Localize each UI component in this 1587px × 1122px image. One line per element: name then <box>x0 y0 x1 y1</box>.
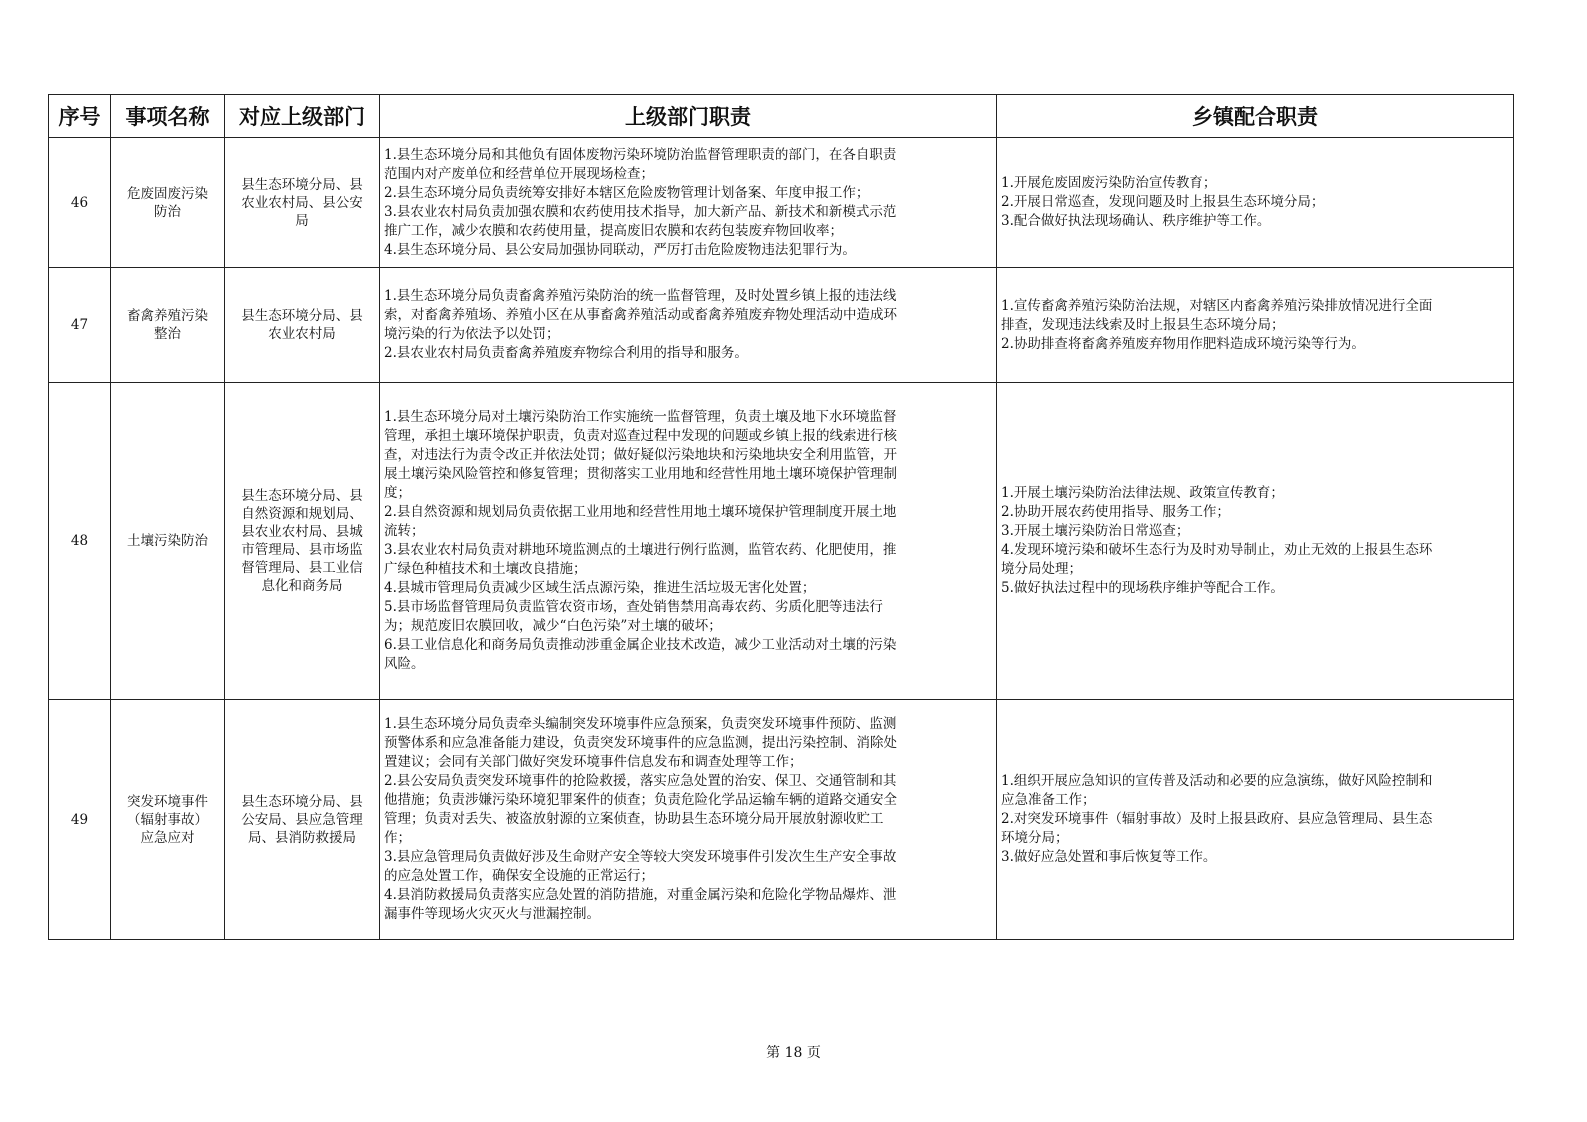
duty-line: 排查，发现违法线索及时上报县生态环境分局； <box>1001 316 1285 333</box>
header-no: 序号 <box>49 95 111 138</box>
dept-line: 县生态环境分局、县 <box>241 176 363 193</box>
duty-line: 3.开展土壤污染防治日常巡查； <box>1001 523 1190 539</box>
duty-line: 2.县农业农村局负责畜禽养殖废弃物综合利用的指导和服务。 <box>384 345 748 361</box>
duty-line: 的应急处置工作，确保安全设施的正常运行； <box>384 868 654 884</box>
duty-line: 度； <box>384 485 411 501</box>
dept-line: 息化和商务局 <box>261 578 343 594</box>
table-row <box>49 268 1514 383</box>
table-row <box>49 383 1514 700</box>
duty-line: 3.县应急管理局负责做好涉及生命财产安全等较大突发环境事件引发次生生产安全事故 <box>384 849 897 865</box>
duty-line: 范围内对产废单位和经营单位开展现场检查； <box>384 165 654 182</box>
duty-line: 1.组织开展应急知识的宣传普及活动和必要的应急演练，做好风险控制和 <box>1001 773 1433 789</box>
row-number: 47 <box>49 268 111 383</box>
duty-line: 流转； <box>384 523 425 539</box>
township-duty-cell <box>997 700 1514 940</box>
item-name-line: 应急应对 <box>140 829 195 846</box>
duty-line: 4.县生态环境分局、县公安局加强协同联动，严厉打击危险废物违法犯罪行为。 <box>384 241 856 258</box>
item-name-line: 突发环境事件 <box>127 793 208 810</box>
header-superior-duty: 上级部门职责 <box>380 95 997 138</box>
duty-line: 6.县工业信息化和商务局负责推动涉重金属企业技术改造，减少工业活动对土壤的污染 <box>384 637 897 653</box>
duty-table <box>48 94 1514 940</box>
duty-line: 推广工作，减少农膜和农药使用量，提高废旧农膜和农药包装废弃物回收率； <box>384 222 843 239</box>
item-name-line: 危废固废污染 <box>127 185 208 202</box>
duty-line: 2.县生态环境分局负责统筹安排好本辖区危险废物管理计划备案、年度申报工作； <box>384 184 870 201</box>
duty-line: 3.县农业农村局负责加强农膜和农药使用技术指导，加大新产品、新技术和新模式示范 <box>384 203 897 220</box>
duty-line: 境分局处理； <box>1001 561 1082 577</box>
duty-line: 4.发现环境污染和破坏生态行为及时劝导制止，劝止无效的上报县生态环 <box>1001 542 1433 558</box>
page-number: 第 18 页 <box>766 1045 821 1061</box>
item-name-cell <box>111 700 225 940</box>
duty-line: 应急准备工作； <box>1001 792 1096 808</box>
duty-line: 管理；负责对丢失、被盗放射源的立案侦查，协助县生态环境分局开展放射源收贮工 <box>384 811 884 827</box>
dept-line: 县农业农村局、县城 <box>241 524 363 540</box>
duty-line: 2.县公安局负责突发环境事件的抢险救援，落实应急处置的治安、保卫、交通管制和其 <box>384 773 897 789</box>
item-name-line: （辐射事故） <box>127 811 208 828</box>
header-township-duty: 乡镇配合职责 <box>997 95 1514 138</box>
header-superior-dept: 对应上级部门 <box>225 95 380 138</box>
header-item-name: 事项名称 <box>111 95 225 138</box>
dept-cell <box>225 138 380 268</box>
township-duty-cell <box>997 268 1514 383</box>
item-name-line: 防治 <box>154 203 181 220</box>
duty-line: 5.做好执法过程中的现场秩序维护等配合工作。 <box>1001 580 1284 596</box>
superior-duty-cell <box>380 700 997 940</box>
duty-line: 展土壤污染风险管控和修复管理；贯彻落实工业用地和经营性用地土壤环境保护管理制 <box>384 466 897 482</box>
duty-line: 预警体系和应急准备能力建设，负责突发环境事件的应急监测，提出污染控制、消除处 <box>384 735 897 751</box>
duty-line: 广绿色种植技术和土壤改良措施； <box>384 561 587 577</box>
duty-line: 1.宣传畜禽养殖污染防治法规，对辖区内畜禽养殖污染排放情况进行全面 <box>1001 297 1433 314</box>
duty-line: 4.县城市管理局负责减少区域生活点源污染，推进生活垃圾无害化处置； <box>384 580 816 596</box>
duty-line: 1.县生态环境分局和其他负有固体废物污染环境防治监督管理职责的部门，在各自职责 <box>384 146 897 163</box>
duty-line: 4.县消防救援局负责落实应急处置的消防措施，对重金属污染和危险化学物品爆炸、泄 <box>384 887 897 903</box>
item-name-cell <box>111 383 225 700</box>
dept-line: 县生态环境分局、县 <box>241 308 363 324</box>
dept-line: 农业农村局、县公安 <box>241 194 363 211</box>
dept-line: 农业农村局 <box>268 326 336 342</box>
duty-line: 1.开展土壤污染防治法律法规、政策宣传教育； <box>1001 485 1284 501</box>
superior-duty-cell <box>380 268 997 383</box>
duty-line: 置建议；会同有关部门做好突发环境事件信息发布和调查处理等工作； <box>384 754 803 770</box>
dept-line: 市管理局、县市场监 <box>241 542 363 558</box>
duty-line: 索，对畜禽养殖场、养殖小区在从事畜禽养殖活动或畜禽养殖废弃物处理活动中造成环 <box>384 307 897 323</box>
item-name-cell <box>111 138 225 268</box>
duty-line: 境污染的行为依法予以处罚； <box>384 326 560 342</box>
duty-line: 他措施；负责涉嫌污染环境犯罪案件的侦查；负责危险化学品运输车辆的道路交通安全 <box>384 792 897 808</box>
duty-line: 2.协助排查将畜禽养殖废弃物用作肥料造成环境污染等行为。 <box>1001 335 1365 352</box>
duty-line: 3.配合做好执法现场确认、秩序维护等工作。 <box>1001 213 1271 229</box>
duty-line: 管理，承担土壤环境保护职责，负责对巡查过程中发现的问题或乡镇上报的线索进行核 <box>384 428 897 444</box>
duty-line: 为；规范废旧农膜回收，减少“白色污染”对土壤的破坏； <box>384 618 722 634</box>
township-duty-cell <box>997 138 1514 268</box>
duty-line: 漏事件等现场火灾灭火与泄漏控制。 <box>384 906 600 922</box>
row-number: 49 <box>49 700 111 940</box>
row-number: 48 <box>49 383 111 700</box>
superior-duty-cell <box>380 383 997 700</box>
duty-line: 3.做好应急处置和事后恢复等工作。 <box>1001 849 1217 865</box>
duty-line: 1.县生态环境分局负责畜禽养殖污染防治的统一监督管理，及时处置乡镇上报的违法线 <box>384 288 897 304</box>
dept-line: 局 <box>295 212 309 229</box>
dept-line: 公安局、县应急管理 <box>241 811 363 828</box>
dept-line: 督管理局、县工业信 <box>241 560 363 576</box>
duty-line: 环境分局； <box>1001 830 1069 846</box>
duty-line: 2.协助开展农药使用指导、服务工作； <box>1001 504 1230 520</box>
item-name-line: 畜禽养殖污染 <box>127 308 208 324</box>
duty-line: 3.县农业农村局负责对耕地环境监测点的土壤进行例行监测，监管农药、化肥使用，推 <box>384 542 897 558</box>
table-row <box>49 138 1514 268</box>
duty-line: 作； <box>384 830 411 846</box>
item-name-line: 土壤污染防治 <box>127 533 208 549</box>
item-name-line: 整治 <box>154 326 181 342</box>
item-name-cell <box>111 268 225 383</box>
dept-line: 自然资源和规划局、 <box>241 506 363 522</box>
superior-duty-cell <box>380 138 997 268</box>
duty-line: 风险。 <box>384 656 425 672</box>
dept-cell <box>225 383 380 700</box>
table-row <box>49 700 1514 940</box>
duty-line: 1.县生态环境分局负责牵头编制突发环境事件应急预案，负责突发环境事件预防、监测 <box>384 716 897 732</box>
dept-cell <box>225 700 380 940</box>
dept-line: 县生态环境分局、县 <box>241 488 363 504</box>
dept-line: 县生态环境分局、县 <box>241 793 363 810</box>
dept-cell <box>225 268 380 383</box>
duty-line: 2.对突发环境事件（辐射事故）及时上报县政府、县应急管理局、县生态 <box>1001 811 1433 827</box>
duty-line: 1.县生态环境分局对土壤污染防治工作实施统一监督管理，负责土壤及地下水环境监督 <box>384 409 897 425</box>
table-header-row <box>49 95 1514 138</box>
duty-line: 2.开展日常巡查，发现问题及时上报县生态环境分局； <box>1001 194 1325 210</box>
duty-line: 1.开展危废固废污染防治宣传教育； <box>1001 175 1217 191</box>
duty-line: 5.县市场监督管理局负责监管农资市场，查处销售禁用高毒农药、劣质化肥等违法行 <box>384 599 883 615</box>
dept-line: 局、县消防救援局 <box>248 829 356 846</box>
duty-line: 2.县自然资源和规划局负责依据工业用地和经营性用地土壤环境保护管理制度开展土地 <box>384 504 897 520</box>
duty-line: 查，对违法行为责令改正并依法处罚；做好疑似污染地块和污染地块安全利用监管，开 <box>384 447 897 463</box>
township-duty-cell <box>997 383 1514 700</box>
row-number: 46 <box>49 138 111 268</box>
